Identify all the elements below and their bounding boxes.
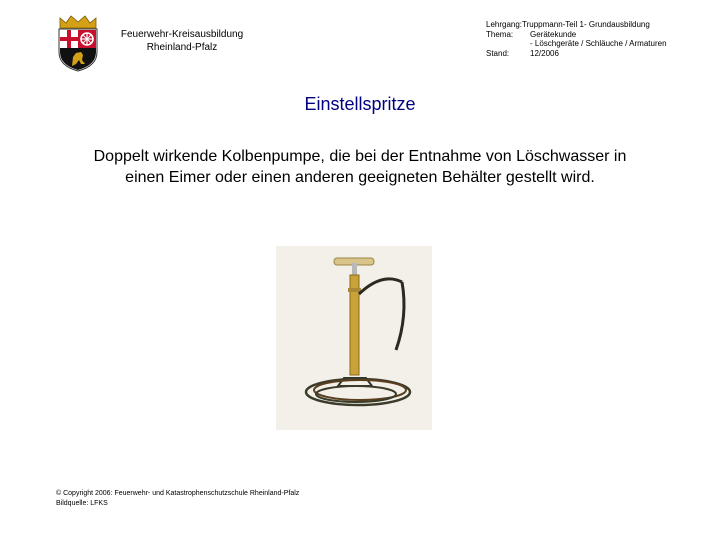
page-title: Einstellspritze (304, 94, 416, 114)
topic-row-2 (486, 39, 667, 49)
stirrup-pump-photo (276, 246, 432, 430)
date-value: 12/2006 (530, 48, 559, 58)
description-line-1: Doppelt wirkende Kolbenpumpe, die bei der Entnahme von Löschwasser in (93, 148, 627, 165)
course-value: Truppmann-Teil 1- Grundausbildung (522, 20, 650, 29)
topic-value-1: Gerätekunde (530, 29, 577, 39)
date-label: Stand: (486, 48, 510, 58)
topic-label: Thema: (486, 29, 514, 39)
course-label: Lehrgang: (486, 20, 523, 29)
course-info (486, 20, 667, 58)
organization-line-2: Rheinland-Pfalz (146, 42, 218, 53)
description-line-2: einen Eimer oder einen anderen geeigneten Behälter gestellt wird. (125, 169, 595, 186)
course-row (486, 20, 667, 30)
topic-row (486, 30, 667, 40)
image-source-text: Bildquelle: LFKS (56, 500, 108, 507)
footer (56, 489, 299, 509)
topic-value-2: - Löschgeräte / Schläuche / Armaturen (530, 39, 667, 48)
description (40, 146, 680, 188)
rheinland-pfalz-crest-icon (54, 14, 102, 72)
organization-line-1: Feuerwehr-Kreisausbildung (120, 29, 244, 40)
organization-name (112, 28, 252, 54)
date-row (486, 49, 667, 59)
copyright-text: © Copyright 2006: Feuerwehr- und Katastrophenschutzschule Rheinland-Pfalz (56, 490, 300, 497)
